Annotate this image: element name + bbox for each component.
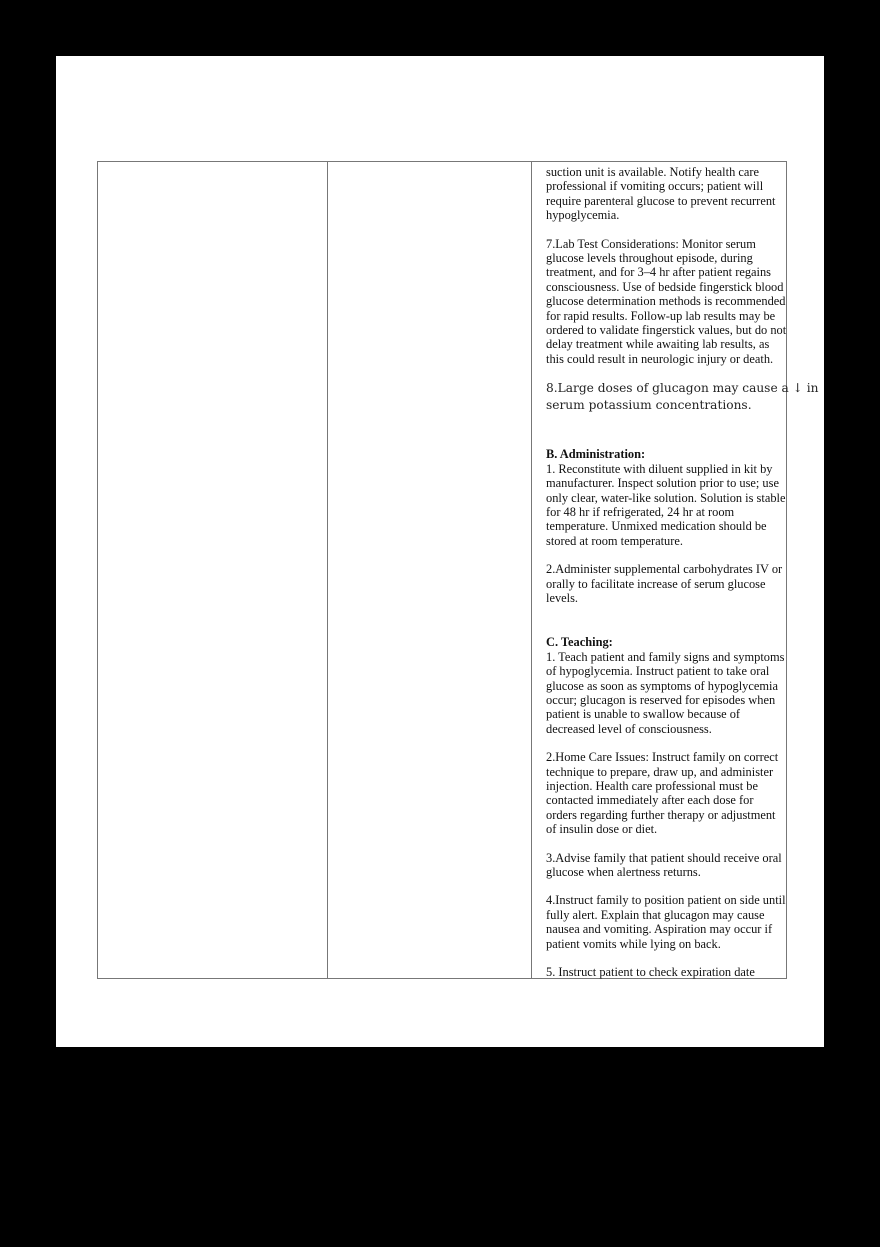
lab-test-paragraph: 7.Lab Test Considerations: Monitor serum glucose levels throughout episode, during treatment, and for 3–4 hr after patient regains consciousness. Use of bedside fingerstick blood glucose determination methods is recommended for rapid results. Follow-up lab results may be ordered to validate fingerstick values, but do not delay treatment while awaiting lab results, as this could result in neurologic injury or death. xyxy=(546,236,787,366)
document-page xyxy=(56,56,824,1047)
teaching-item-3: 3.Advise family that patient should receive oral glucose when alertness returns. xyxy=(546,850,782,880)
interventions-column xyxy=(546,165,819,980)
teaching-item-5: 5. Instruct patient to check expiration date xyxy=(546,965,755,980)
column-divider-2 xyxy=(531,162,532,978)
teaching-item-2: 2.Home Care Issues: Instruct family on correct technique to prepare, draw up, and administer injection. Health care professional must be contacted immediately after each dose for orders regarding further therapy or adjustment of insulin dose or diet. xyxy=(546,750,779,837)
teaching-item-4: 4.Instruct family to position patient on side until fully alert. Explain that glucagon may cause nausea and vomiting. Aspiration may occur if patient vomits while lying on back. xyxy=(546,893,786,951)
administration-item-2: 2.Administer supplemental carbohydrates IV or orally to facilitate increase of serum glucose levels. xyxy=(546,562,783,605)
administration-heading: B. Administration: xyxy=(546,447,646,462)
care-plan-table xyxy=(97,161,819,980)
administration-section: B. Administration: 1. Reconstitute with diluent supplied in kit by manufacturer. Inspect solution prior to use; use only clear, water-like solution. Solution is stable for 48 hr if refrigerated, 24 hr at room temperature. Unmixed medication should be stored at room temperature. xyxy=(546,447,788,548)
continuation-paragraph: suction unit is available. Notify health care professional if vomiting occurs; patient will require parenteral glucose to prevent recurrent hypoglycemia. xyxy=(546,165,776,223)
column-divider-1 xyxy=(327,162,328,978)
teaching-heading: C. Teaching: xyxy=(546,635,613,650)
teaching-section: C. Teaching: 1. Teach patient and family signs and symptoms of hypoglycemia. Instruct patient to take oral glucose as soon as symptoms of hypoglycemia occur; glucagon is reserved for episodes when patient is unable to swallow because of decreased level of consciousness. xyxy=(546,635,788,736)
potassium-paragraph: 8.Large doses of glucagon may cause a ↓ in serum potassium concentrations. xyxy=(546,381,819,413)
